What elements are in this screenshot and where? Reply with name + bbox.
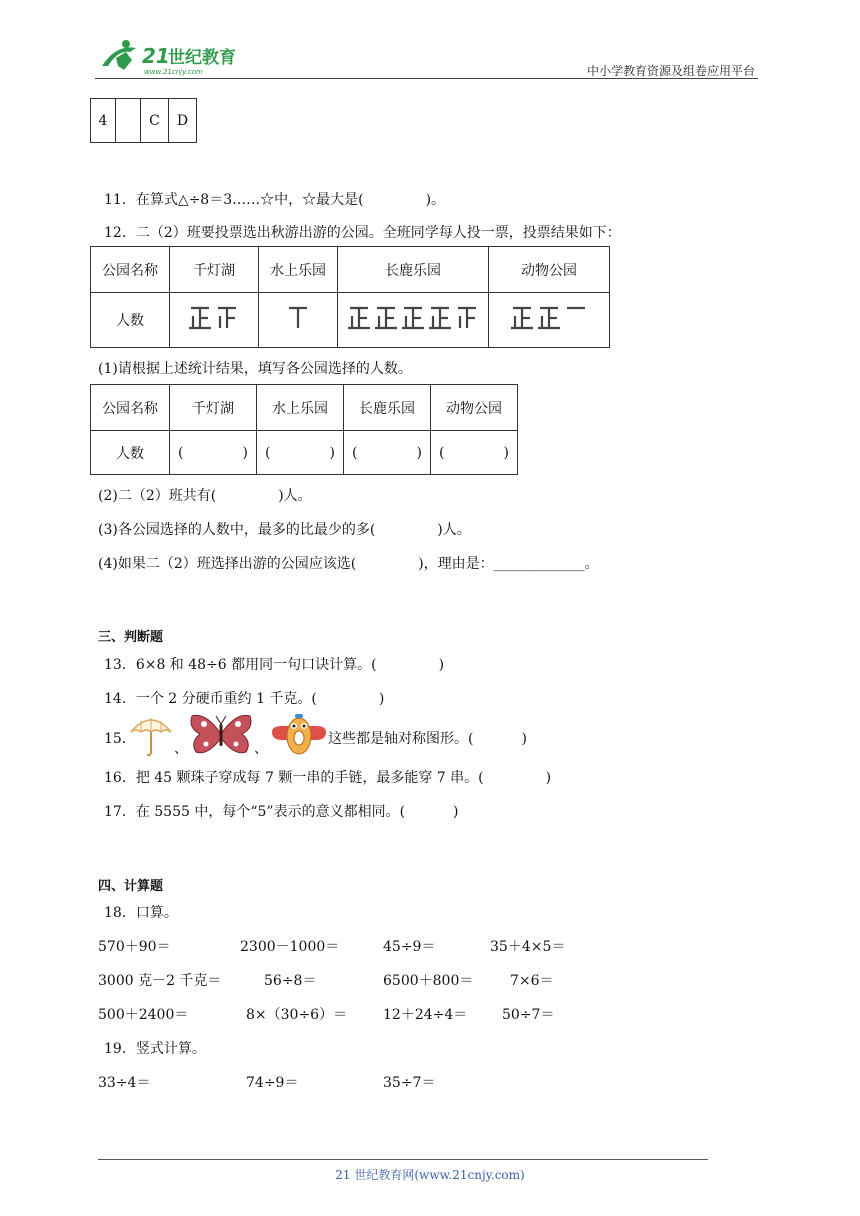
oral-calc-item: 7×6＝: [510, 973, 554, 989]
oral-calc-item: 50÷7＝: [502, 1007, 555, 1023]
question-12-part2: (2)二（2）班共有( )人。: [98, 488, 312, 504]
header-divider: [95, 78, 758, 79]
vote-tally-table: [90, 246, 610, 348]
question-19-title: 19．竖式计算。: [104, 1041, 206, 1057]
table-header: 公园名称: [91, 247, 170, 293]
tally-cell: [170, 293, 259, 348]
answer-table-top: [90, 98, 197, 143]
table-header: 千灯湖: [170, 385, 257, 431]
row-label: 人数: [91, 293, 170, 348]
tally-cell: [489, 293, 610, 348]
vertical-calc-item: 35÷7＝: [383, 1075, 436, 1091]
oral-calc-item: 570＋90＝: [98, 939, 171, 955]
separator: 、: [174, 741, 188, 757]
answer-cell: 4: [91, 99, 116, 143]
tally-cell: [338, 293, 489, 348]
tally-marks: [285, 305, 312, 335]
question-12-part1: (1)请根据上述统计结果，填写各公园选择的人数。: [98, 361, 412, 377]
tally-marks: [509, 305, 590, 335]
oral-calc-item: 56÷8＝: [264, 973, 317, 989]
question-11: 11．在算式△÷8＝3……☆中，☆最大是( )。: [104, 192, 446, 208]
site-logo: [96, 36, 256, 80]
table-header: 长鹿乐园: [338, 247, 489, 293]
vertical-calc-item: 74÷9＝: [246, 1075, 299, 1091]
umbrella-image: [128, 712, 174, 762]
question-12-intro: 12．二（2）班要投票选出秋游出游的公园。全班同学每人投一票，投票结果如下：: [104, 225, 621, 241]
question-13: 13．6×8 和 48÷6 都用同一句口诀计算。( ): [104, 657, 445, 673]
airplane-toy-image: [268, 712, 330, 762]
vote-count-table: [90, 384, 518, 475]
answer-blank[interactable]: ( ): [257, 431, 344, 475]
tally-marks: [346, 305, 481, 335]
question-12-part4: (4)如果二（2）班选择出游的公园应该选( )，理由是：_____________。: [98, 556, 599, 572]
tally-marks: [187, 305, 241, 335]
question-16: 16．把 45 颗珠子穿成每 7 颗一串的手链，最多能穿 7 串。( ): [104, 770, 552, 786]
table-header: 水上乐园: [257, 385, 344, 431]
oral-calc-item: 500＋2400＝: [98, 1007, 189, 1023]
section-heading-judgement: 三、判断题: [98, 630, 164, 645]
oral-calc-item: 12＋24÷4＝: [383, 1007, 468, 1023]
table-header: 千灯湖: [170, 247, 259, 293]
footer-divider: [98, 1159, 708, 1160]
question-15: 这些都是轴对称图形。( ): [328, 731, 527, 747]
separator: 、: [254, 741, 268, 757]
footer-source: 21 世纪教育网(www.21cnjy.com): [335, 1168, 525, 1182]
answer-cell: D: [169, 99, 197, 143]
vertical-calc-item: 33÷4＝: [98, 1075, 151, 1091]
question-18-title: 18．口算。: [104, 905, 178, 921]
table-header: 动物公园: [431, 385, 518, 431]
oral-calc-item: 45÷9＝: [383, 939, 436, 955]
answer-blank[interactable]: ( ): [170, 431, 257, 475]
answer-cell: C: [141, 99, 169, 143]
section-heading-calculation: 四、计算题: [98, 879, 164, 894]
oral-calc-item: 3000 克－2 千克＝: [98, 973, 222, 989]
row-label: 人数: [91, 431, 170, 475]
table-header: 公园名称: [91, 385, 170, 431]
oral-calc-item: 2300－1000＝: [240, 939, 340, 955]
oral-calc-item: 35＋4×5＝: [490, 939, 566, 955]
tally-cell: [259, 293, 338, 348]
answer-blank[interactable]: ( ): [431, 431, 518, 475]
butterfly-image: [188, 712, 254, 762]
answer-blank[interactable]: ( ): [344, 431, 431, 475]
question-17: 17．在 5555 中，每个“5”表示的意义都相同。( ): [104, 804, 459, 820]
oral-calc-item: 6500＋800＝: [383, 973, 474, 989]
question-14: 14．一个 2 分硬币重约 1 千克。( ): [104, 691, 385, 707]
table-header: 动物公园: [489, 247, 610, 293]
question-15-number: 15．: [104, 731, 136, 747]
svg-text:www.21cnjy.com: www.21cnjy.com: [144, 68, 203, 76]
question-12-part3: (3)各公园选择的人数中，最多的比最少的多( )人。: [98, 522, 471, 538]
svg-text:21: 21: [142, 44, 170, 68]
logo-text: 世纪教育: [168, 48, 236, 68]
platform-title: 中小学教育资源及组卷应用平台: [586, 64, 755, 78]
answer-cell: [116, 99, 141, 143]
table-header: 长鹿乐园: [344, 385, 431, 431]
table-header: 水上乐园: [259, 247, 338, 293]
oral-calc-item: 8×（30÷6）＝: [246, 1007, 348, 1023]
